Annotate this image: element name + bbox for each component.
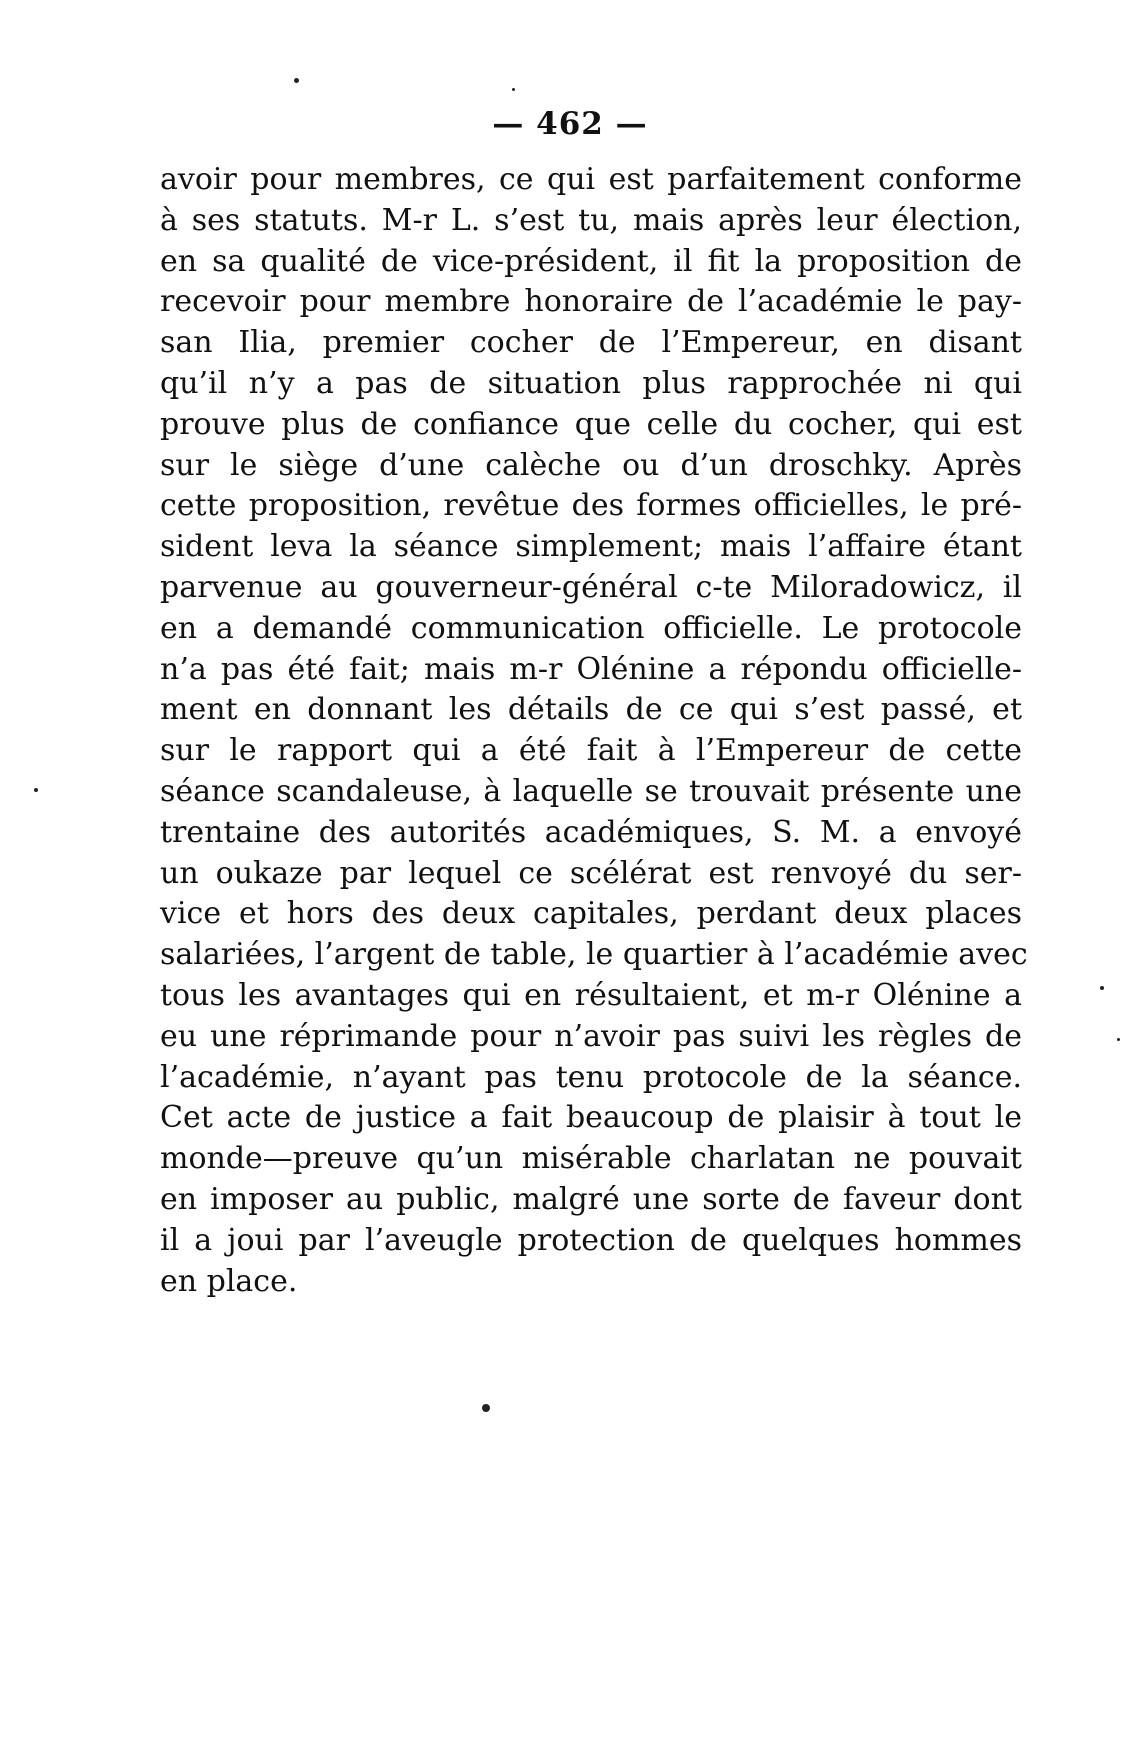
scan-speck	[1100, 986, 1104, 990]
text-line: ment en donnant les détails de ce qui s’est passé, et	[160, 692, 1022, 728]
scan-speck	[512, 88, 515, 91]
text-line: en place.	[160, 1263, 298, 1299]
text-line: cette proposition, revêtue des formes officielles, le pré-	[160, 488, 1022, 524]
body-text	[160, 160, 1028, 1302]
text-line: l’académie, n’ayant pas tenu protocole de la séance.	[160, 1059, 1022, 1095]
text-line: à ses statuts. M-r L. s’est tu, mais après leur élection,	[160, 202, 1022, 238]
text-line: san Ilia, premier cocher de l’Empereur, en disant	[160, 325, 1022, 361]
text-line: vice et hors des deux capitales, perdant deux places	[160, 896, 1022, 932]
text-line: tous les avantages qui en résultaient, et m-r Olénine a	[160, 977, 1022, 1013]
text-line: sident leva la séance simplement; mais l’affaire étant	[160, 529, 1022, 565]
text-line: qu’il n’y a pas de situation plus rapprochée ni qui	[160, 365, 1022, 401]
scan-speck	[294, 78, 299, 83]
text-line: en sa qualité de vice-président, il fit la proposition de	[160, 243, 1022, 279]
text-line: parvenue au gouverneur-général c-te Miloradowicz, il	[160, 569, 1022, 605]
text-line: prouve plus de confiance que celle du cocher, qui est	[160, 406, 1022, 442]
text-line: en imposer au public, malgré une sorte de faveur dont	[160, 1181, 1022, 1217]
scan-speck	[482, 1404, 490, 1412]
text-line: sur le rapport qui a été fait à l’Empereur de cette	[160, 733, 1022, 769]
text-line: recevoir pour membre honoraire de l’académie le pay-	[160, 284, 1022, 320]
text-line: en a demandé communication officielle. Le protocole	[160, 610, 1022, 646]
scan-speck	[34, 788, 38, 792]
text-line: avoir pour membres, ce qui est parfaitement conforme	[160, 162, 1022, 197]
text-line: un oukaze par lequel ce scélérat est renvoyé du ser-	[160, 855, 1022, 891]
scan-speck	[1117, 1038, 1120, 1041]
text-line: sur le siège d’une calèche ou d’un droschky. Après	[160, 447, 1022, 483]
text-line: salariées, l’argent de table, le quartier à l’académie avec	[160, 937, 1028, 973]
text-line: séance scandaleuse, à laquelle se trouvait présente une	[160, 773, 1022, 809]
text-line: monde—preuve qu’un misérable charlatan ne pouvait	[160, 1141, 1022, 1177]
text-line: Cet acte de justice a fait beaucoup de plaisir à tout le	[160, 1100, 1022, 1136]
text-line: trentaine des autorités académiques, S. M. a envoyé	[160, 814, 1022, 850]
page-number: — 462 —	[492, 106, 648, 142]
text-line: n’a pas été fait; mais m-r Olénine a répondu officielle-	[160, 651, 1022, 687]
text-line: eu une réprimande pour n’avoir pas suivi les règles de	[160, 1018, 1022, 1054]
text-line: il a joui par l’aveugle protection de quelques hommes	[160, 1222, 1022, 1258]
